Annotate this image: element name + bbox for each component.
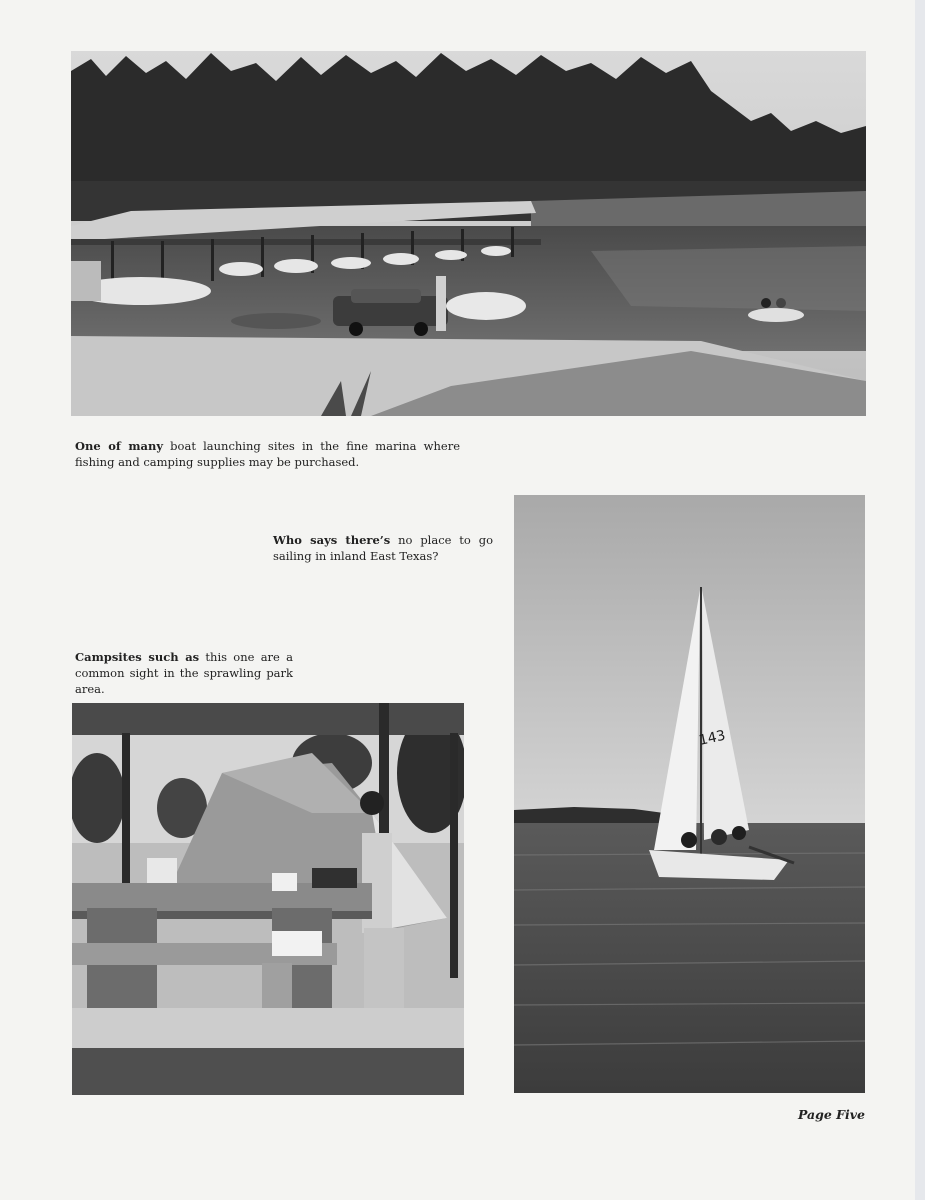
marina-photo (71, 51, 866, 416)
campsite-caption-text: this one are a common sight in the sprawling park area. (75, 649, 293, 696)
campsite-caption (75, 649, 293, 697)
sailing-caption-text: no place to go sailing in inland East Texas? (273, 532, 493, 563)
marina-caption-text: boat launching sites in the fine marina where fishing and camping supplies may be purchased. (75, 438, 461, 469)
campsite-photo (72, 703, 464, 1095)
sailing-caption-lead: Who says there’s (273, 532, 391, 547)
marina-caption (75, 438, 460, 470)
page-number: Page Five (797, 1107, 865, 1122)
sailing-photo (514, 495, 865, 1093)
page-edge (915, 0, 925, 1200)
campsite-caption-lead: Campsites such as (75, 649, 200, 664)
sailing-caption (273, 532, 493, 564)
sail-number: 143 (697, 727, 727, 749)
marina-caption-lead: One of many (75, 438, 164, 453)
